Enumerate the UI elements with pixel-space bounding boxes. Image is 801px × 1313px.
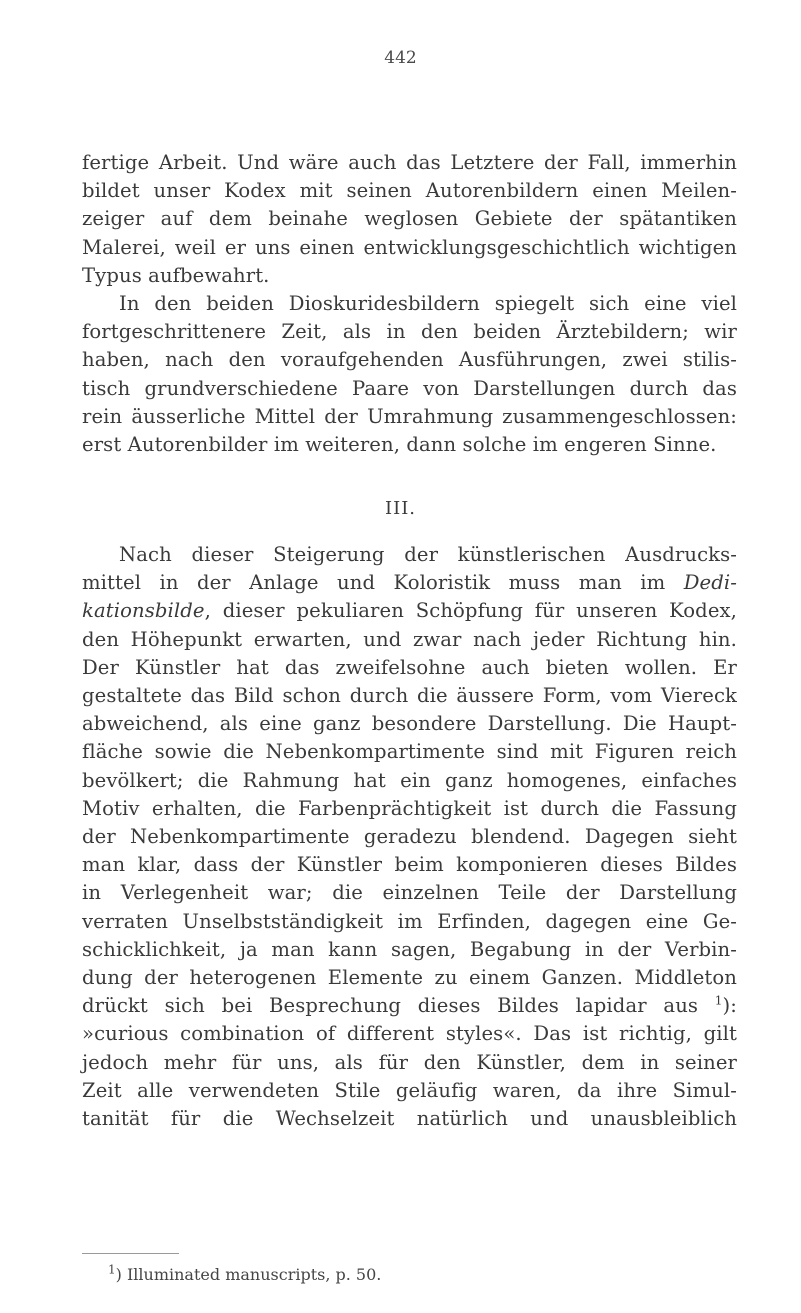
footnote-marker-suffix: ) xyxy=(115,1265,122,1284)
footnote-reference[interactable]: 1 xyxy=(714,993,723,1008)
paragraph-line: bildet unser Kodex mit seinen Autorenbildern einen Meilen- xyxy=(82,179,737,203)
footnote xyxy=(108,1262,382,1285)
body-text-upper xyxy=(82,149,737,459)
section-heading: III. xyxy=(384,498,417,519)
paragraph-line xyxy=(82,992,737,1020)
paragraph-line: Der Künstler hat das zweifelsohne auch bieten wollen. Er xyxy=(82,655,737,679)
paragraph-line: den Höhepunkt erwarten, und zwar nach jeder Richtung hin. xyxy=(82,627,737,651)
paragraph-line: Malerei, weil er uns einen entwicklungsgeschichtlich wichtigen xyxy=(82,235,737,259)
paragraph-line: tisch grundverschiedene Paare von Darstellungen durch das xyxy=(82,376,737,400)
paragraph-line: Zeit alle verwendeten Stile geläufig waren, da ihre Simul- xyxy=(82,1078,737,1102)
paragraph-line: In den beiden Dioskuridesbildern spiegelt sich eine viel xyxy=(119,292,737,316)
footnote-text: Illuminated manuscripts, p. 50. xyxy=(121,1265,382,1284)
paragraph-line: tanität für die Wechselzeit natürlich und unausbleiblich xyxy=(82,1107,737,1131)
paragraph-line: »curious combination of different styles«. Das ist richtig, gilt xyxy=(82,1022,737,1046)
text-run: mittel in der Anlage und Koloristik muss man im xyxy=(82,571,684,595)
paragraph-line: rein äusserliche Mittel der Umrahmung zusammengeschlossen: xyxy=(82,404,737,428)
footnote-divider xyxy=(82,1253,179,1254)
paragraph-line: jedoch mehr für uns, als für den Künstler, dem in seiner xyxy=(82,1050,737,1074)
paragraph-line: bevölkert; die Rahmung hat ein ganz homogenes, einfaches xyxy=(82,768,737,792)
paragraph-line: fertige Arbeit. Und wäre auch das Letztere der Fall, immerhin xyxy=(82,151,737,174)
paragraph-line: der Nebenkompartimente geradezu blendend. Dagegen sieht xyxy=(82,825,737,849)
paragraph-line: abweichend, als eine ganz besondere Darstellung. Die Haupt- xyxy=(82,712,737,736)
paragraph-line: zeiger auf dem beinahe weglosen Gebiete der spätantiken xyxy=(82,207,737,231)
italic-title: Dedi- xyxy=(683,571,737,595)
paragraph-line: Nach dieser Steigerung der künstlerischen Ausdrucks- xyxy=(119,543,737,566)
paragraph-line: fläche sowie die Nebenkompartimente sind mit Figuren reich xyxy=(82,740,737,764)
paragraph-line: haben, nach den voraufgehenden Ausführungen, zwei stilis- xyxy=(82,348,737,372)
text-run: , dieser pekuliaren Schöpfung für unseren Kodex, xyxy=(204,599,737,623)
paragraph-line xyxy=(82,569,737,597)
text-run: ): xyxy=(722,994,737,1018)
italic-title: kationsbilde xyxy=(82,599,205,623)
body-text-lower xyxy=(82,541,737,1133)
text-run: drückt sich bei Besprechung dieses Bildes lapidar aus xyxy=(82,994,715,1018)
paragraph-line: in Verlegenheit war; die einzelnen Teile der Darstellung xyxy=(82,881,737,905)
paragraph-line: Motiv erhalten, die Farbenprächtigkeit ist durch die Fassung xyxy=(82,796,737,820)
paragraph-line: fortgeschrittenere Zeit, als in den beiden Ärztebildern; wir xyxy=(82,320,737,344)
paragraph-line: verraten Unselbstständigkeit im Erfinden, dagegen eine Ge- xyxy=(82,909,737,933)
paragraph-line: schicklichkeit, ja man kann sagen, Begabung in der Verbin- xyxy=(82,937,737,961)
page-number: 442 xyxy=(384,48,417,68)
paragraph-line: man klar, dass der Künstler beim komponieren dieses Bildes xyxy=(82,853,737,877)
paragraph-line: Typus aufbewahrt. xyxy=(82,263,270,287)
paragraph-line: erst Autorenbilder im weiteren, dann solche im engeren Sinne. xyxy=(82,433,717,457)
paragraph-line: dung der heterogenen Elemente zu einem Ganzen. Middleton xyxy=(82,966,737,990)
paragraph-line: gestaltete das Bild schon durch die äussere Form, vom Viereck xyxy=(82,684,737,708)
footnote-marker: 1 xyxy=(108,1262,116,1277)
paragraph-line xyxy=(82,597,737,625)
